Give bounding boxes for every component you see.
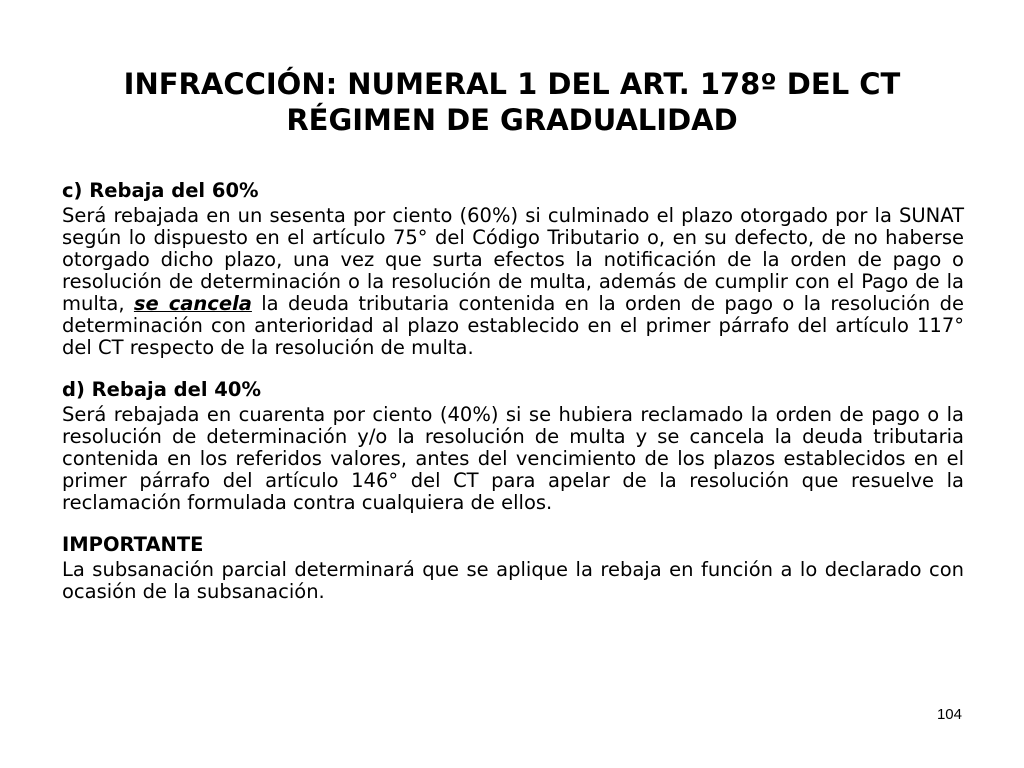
- slide-content: [62, 180, 964, 623]
- section-paragraph: Será rebajada en cuarenta por ciento (40%) si se hubiera reclamado la orden de pago o la resolución de determinación y/o la resolución de multa y se cancela la deuda tributaria contenida en los referidos valores, antes del vencimiento de los plazos establecidos en el primer párrafo del artículo 146° del CT para apelar de la resolución que resuelve la reclamación formulada contra cualquiera de ellos.: [62, 403, 964, 514]
- section-paragraph: La subsanación parcial determinará que se aplique la rebaja en función a lo declarado con ocasión de la subsanación.: [62, 558, 964, 603]
- paragraph-text: la deuda tributaria contenida en la orden de pago o la resolución de determinación con anterioridad al plazo establecido en el primer párrafo del artículo 117° del CT respecto de la resolución de multa.: [62, 292, 964, 359]
- page-number: 104: [936, 706, 962, 723]
- page-title: [40, 66, 984, 138]
- paragraph-text: Será rebajada en un sesenta por ciento (60%) si culminado el plazo otorgado por la SUNAT según lo dispuesto en el artículo 75° del Código Tributario o, en su defecto, de no haberse otorgado dicho plazo, una vez que surta efectos la notificación de la orden de pago o resolución de determinación o la resolución de multa, además de cumplir con el Pago de la multa,: [62, 204, 964, 315]
- section-rebaja-40: [62, 379, 964, 514]
- section-rebaja-60: [62, 180, 964, 359]
- title-line-1: INFRACCIÓN: NUMERAL 1 DEL ART. 178º DEL CT: [123, 67, 901, 101]
- section-heading: c) Rebaja del 60%: [62, 179, 259, 202]
- section-heading: IMPORTANTE: [62, 533, 204, 556]
- section-importante: [62, 534, 964, 603]
- title-line-2: RÉGIMEN DE GRADUALIDAD: [286, 103, 738, 137]
- section-heading: d) Rebaja del 40%: [62, 378, 261, 401]
- section-paragraph: [62, 205, 964, 359]
- emphasized-text: se cancela: [133, 292, 252, 315]
